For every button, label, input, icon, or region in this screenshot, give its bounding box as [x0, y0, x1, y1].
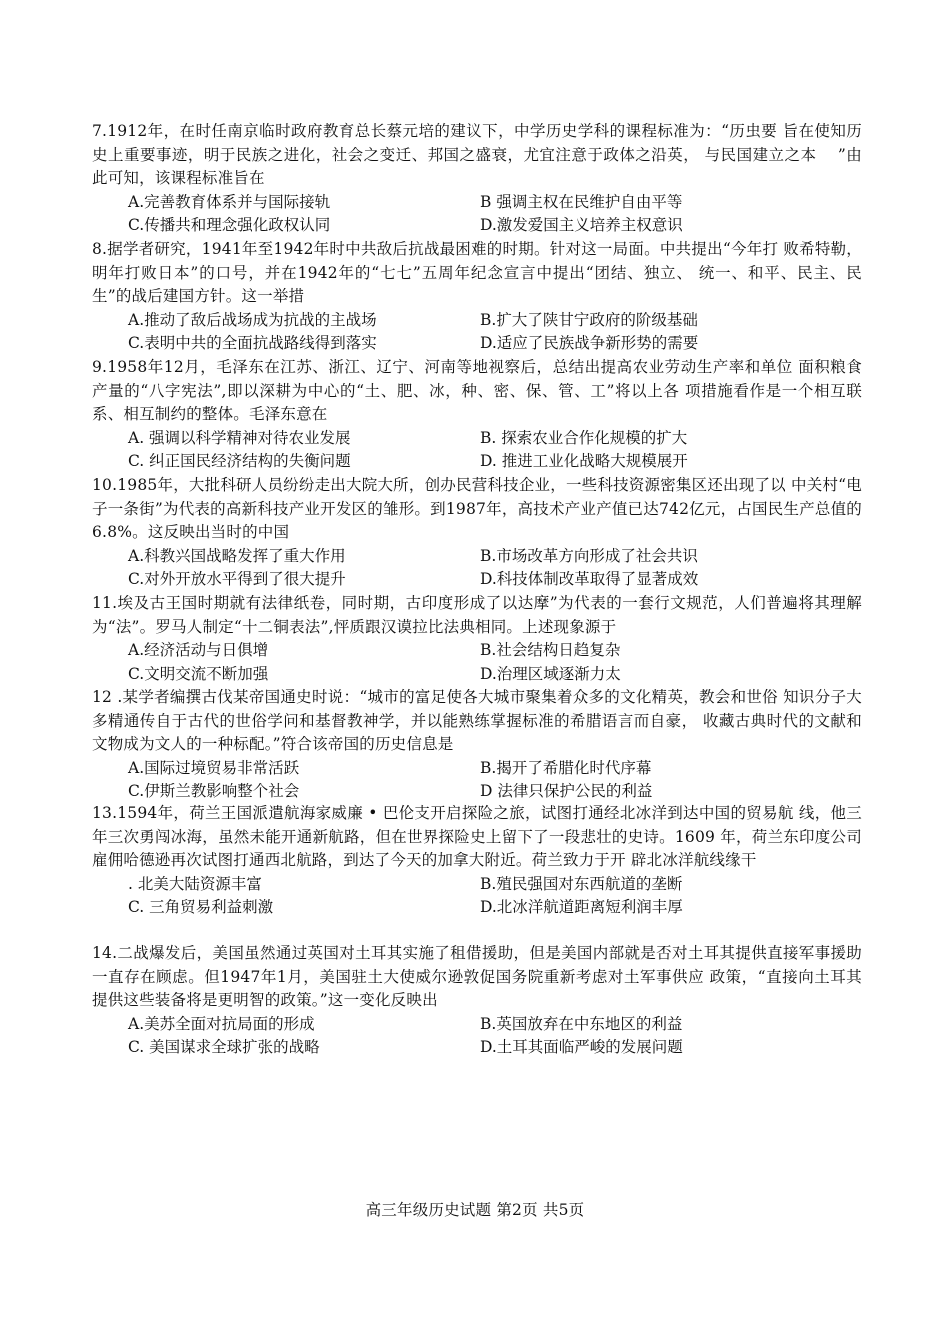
- option-d: D.土耳其面临严峻的发展问题: [480, 1038, 683, 1056]
- option-c: C. 纠正国民经济结构的失衡问题: [128, 452, 351, 470]
- option-grid: [128, 309, 862, 356]
- option-grid: [128, 1013, 862, 1060]
- option-b: B 强调主权在民维护自由平等: [480, 192, 683, 211]
- option-b: B. 探索农业合作化规模的扩大: [480, 428, 688, 447]
- option-d: D.适应了民族战争新形势的需要: [480, 334, 699, 352]
- question-12: [92, 686, 862, 804]
- question-stem: 13.1594年，荷兰王国派遣航海家威廉 • 巴伦支开启探险之旅，试图打通经北冰洋到达中国的贸易航 线，他三年三次勇闯冰海，虽然未能开通新航路，但在世界探险史上留下了一段悲壮的史诗。1609 年，荷兰东印度公司雇佣哈德逊再次试图打通西北航路，到达了今天的加拿大附近。荷兰致力于开 辟北冰洋航线缘干: [92, 804, 862, 869]
- option-d: D. 推进工业化战略大规模展开: [480, 452, 688, 470]
- option-c: C.对外开放水平得到了很大提升: [128, 570, 346, 588]
- option-c: C.伊斯兰教影响整个社会: [128, 782, 300, 800]
- question-stem: 9.1958年12月，毛泽东在江苏、浙江、辽宁、河南等地视察后，总结出提高农业劳动生产率和单位 面积粮食产量的“八字宪法”,即以深耕为中心的“土、肥、冰，种、密、保、管、工”将以上各 项措施看作是一个相互联系、相互制约的整体。毛泽东意在: [92, 358, 862, 423]
- question-9: [92, 356, 862, 474]
- option-grid: [128, 191, 862, 238]
- option-grid: [128, 639, 862, 686]
- option-c: C.表明中共的全面抗战路线得到落实: [128, 334, 377, 352]
- option-b: B.英国放弃在中东地区的利益: [480, 1014, 683, 1033]
- question-stem: 12 .某学者编撰古伐某帝国通史时说：“城市的富足使各大城市聚集着众多的文化精英，教会和世俗 知识分子大多精通传自于古代的世俗学问和基督教神学，并以能熟练掌握标准的希腊语言而自豪， 收藏古典时代的文献和文物成为文人的一种标配。”符合该帝国的历史信息是: [92, 688, 862, 753]
- page-footer: 高三年级历史试题 第2页 共5页: [365, 1201, 585, 1219]
- question-stem: 11.埃及古王国时期就有法律纸卷，同时期，古印度形成了以达摩”为代表的一套行文规范，人们普遍将其理解为“法”。罗马人制定“十二铜表法”,怦质跟汉谟拉比法典相同。上述现象源于: [92, 594, 862, 636]
- option-b: B.揭开了希腊化时代序幕: [480, 758, 652, 777]
- question-stem: 8.据学者研究，1941年至1942年时中共敌后抗战最困难的时期。针对这一局面。中共提出“今年打 败希特勒，明年打败日本”的口号，并在1942年的“七七”五周年纪念宣言中提出“团结、独立、 统一、和平、民主、民生”的战后建国方针。这一举措: [92, 240, 862, 305]
- option-a: A. 强调以科学精神对待农业发展: [128, 428, 351, 447]
- option-a: A.美苏全面对抗局面的形成: [128, 1014, 315, 1033]
- question-stem: 7.1912年，在时任南京临时政府教育总长蔡元培的建议下，中学历史学科的课程标准为：“历虫要 旨在使知历史上重要事迹，明于民族之进化，社会之变迁、邦国之盛衰，尤宜注意于政体之沿英， 与民国建立之本 ”由此可知，该课程标准旨在: [92, 122, 862, 187]
- option-a: A.经济活动与日俱增: [128, 641, 269, 659]
- option-a: A.推动了敌后战场成为抗战的主战场: [128, 310, 377, 329]
- option-d: D.科技体制改革取得了显著成效: [480, 570, 699, 588]
- option-c: C. 三角贸易利益刺激: [128, 898, 274, 916]
- option-b: B.市场改革方向形成了社会共识: [480, 546, 698, 565]
- question-13: [92, 802, 862, 920]
- option-grid: [128, 545, 862, 592]
- option-a: A.完善教育体系并与国际接轨: [128, 192, 331, 211]
- question-stem: 14.二战爆发后，美国虽然通过英国对土耳其实施了租借援助，但是美国内部就是否对土耳其提供直接军事援助一直存在顾虑。但1947年1月，美国驻土大使威尔逊敦促国务院重新考虑对土军事供应 政策，“直接向土耳其提供这些装备将是更明智的政策。”这一变化反映出: [92, 944, 862, 1009]
- option-d: D 法律只保护公民的利益: [480, 782, 653, 800]
- option-b: B.社会结构日趋复杂: [480, 641, 621, 659]
- option-grid: [128, 757, 862, 804]
- option-d: D.北冰洋航道距离短利润丰厚: [480, 898, 683, 916]
- question-14: [92, 942, 862, 1060]
- option-c: C.文明交流不断加强: [128, 664, 269, 683]
- option-c: C.传播共和理念强化政权认同: [128, 216, 331, 234]
- option-a: A.国际过境贸易非常活跃: [128, 758, 300, 777]
- option-a: A.科教兴国战略发挥了重大作用: [128, 546, 346, 565]
- option-grid: [128, 873, 862, 920]
- option-d: D.激发爱国主义培养主权意识: [480, 216, 683, 234]
- question-8: [92, 238, 862, 356]
- question-10: [92, 474, 862, 592]
- option-grid: [128, 427, 862, 474]
- question-7: [92, 120, 862, 238]
- option-c: C. 美国谋求全球扩张的战略: [128, 1038, 320, 1056]
- question-11: [92, 592, 862, 686]
- option-d: D.治理区域逐渐力太: [480, 664, 621, 683]
- option-b: B.殖民强国对东西航道的垄断: [480, 874, 683, 893]
- option-b: B.扩大了陕甘宁政府的阶级基础: [480, 310, 698, 329]
- question-stem: 10.1985年，大批科研人员纷纷走出大院大所，创办民营科技企业，一些科技资源密集区还出现了以 中关村“电子一条街”为代表的高新科技产业开发区的雏形。到1987年，高技术产业产值已达742亿元，占国民生产总值的6.8%。这反映出当时的中国: [92, 476, 862, 541]
- option-a: . 北美大陆资源丰富: [128, 874, 262, 893]
